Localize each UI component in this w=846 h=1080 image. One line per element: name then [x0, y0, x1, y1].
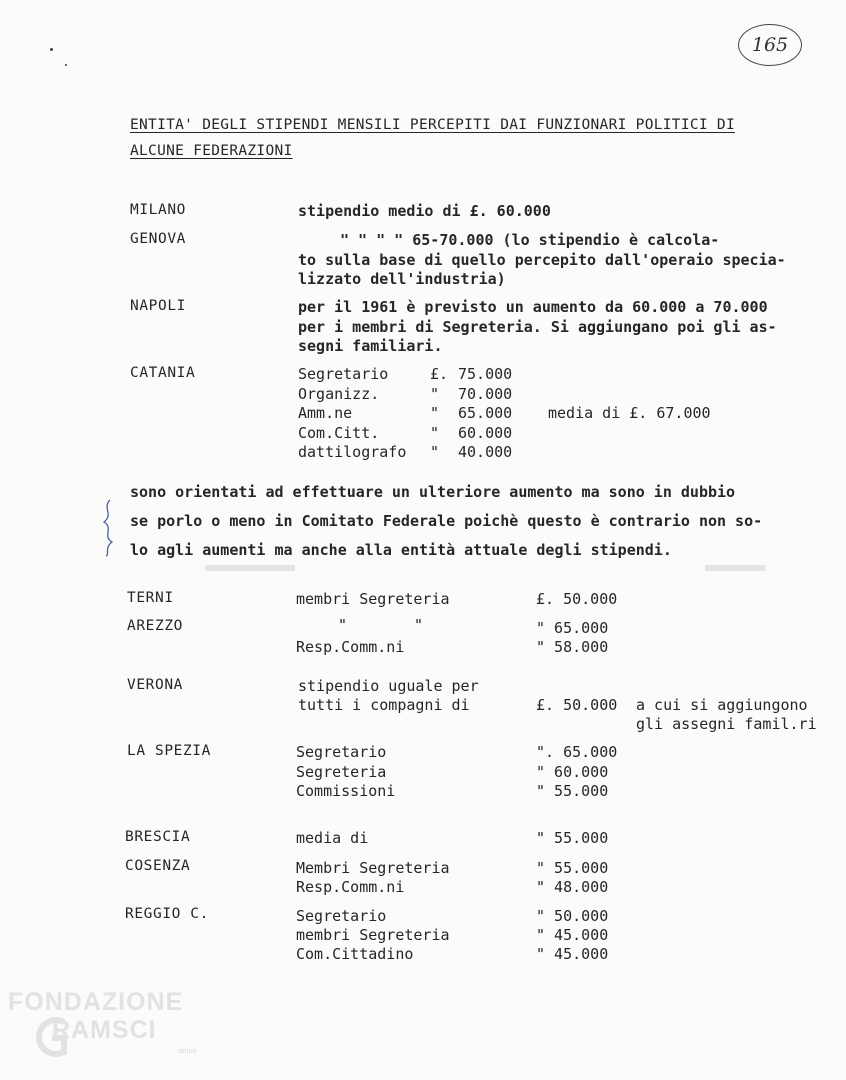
catania-amount: 65.000 [458, 404, 513, 422]
smudge [705, 565, 765, 571]
fondazione-gramsci-watermark [4, 988, 214, 1078]
cosenza-amount: " 48.000 [536, 878, 609, 896]
laspezia-amount: ". 65.000 [536, 743, 618, 761]
cosenza-role: Resp.Comm.ni [296, 878, 405, 896]
arezzo-ditto: " [414, 616, 424, 634]
catania-amount: 70.000 [458, 385, 513, 403]
napoli-line3: segni familiari. [298, 337, 443, 355]
city-milano: MILANO [130, 202, 186, 218]
verona-line1: stipendio uguale per [298, 677, 479, 695]
verona-amount: £. 50.000 [536, 696, 618, 714]
watermark-line1: FONDAZIONE [8, 988, 184, 1016]
brescia-role: media di [296, 829, 369, 847]
arezzo-amount: " 58.000 [536, 638, 609, 656]
reggio-role: Com.Cittadino [296, 945, 414, 963]
catania-mark: £. [430, 365, 449, 383]
watermark-line2: RAMSCI [52, 1016, 157, 1044]
speck [50, 48, 53, 51]
speck [65, 64, 67, 66]
verona-note1: a cui si aggiungono [636, 696, 808, 714]
city-napoli: NAPOLI [130, 298, 186, 314]
catania-mark: " [430, 385, 440, 403]
page-number-text: 165 [751, 34, 789, 56]
catania-mark: " [430, 424, 440, 442]
city-arezzo: AREZZO [127, 618, 183, 634]
catania-mark: " [430, 404, 440, 422]
reggio-role: Segretario [296, 907, 387, 925]
genova-line1: " " " " 65-70.000 (lo stipendio è calcola- [340, 231, 720, 249]
catania-amount: 60.000 [458, 424, 513, 442]
genova-line3: lizzato dell'industria) [298, 270, 506, 288]
document-title-line1: ENTITA' DEGLI STIPENDI MENSILI PERCEPITI DAI FUNZIONARI POLITICI DI [130, 117, 735, 133]
city-verona: VERONA [127, 677, 183, 693]
arezzo-role: Resp.Comm.ni [296, 638, 405, 656]
terni-amount: £. 50.000 [536, 590, 618, 608]
terni-role: membri Segreteria [296, 590, 450, 608]
catania-amount: 75.000 [458, 365, 513, 383]
laspezia-role: Segreteria [296, 763, 387, 781]
handwritten-margin-mark-icon [98, 498, 118, 558]
napoli-line2: per i membri di Segreteria. Si aggiungano poi gli as- [298, 318, 777, 336]
reggio-role: membri Segreteria [296, 926, 450, 944]
catania-role: Organizz. [298, 385, 380, 403]
catania-average: media di £. 67.000 [548, 404, 711, 422]
catania-role: dattilografo [298, 443, 407, 461]
milano-text: stipendio medio di £. 60.000 [298, 202, 551, 220]
paragraph-line3: lo agli aumenti ma anche alla entità attuale degli stipendi. [130, 541, 672, 559]
genova-line2: to sulla base di quello percepito dall'operaio specia- [298, 251, 786, 269]
city-la-spezia: LA SPEZIA [127, 743, 211, 759]
smudge [205, 565, 295, 571]
city-cosenza: COSENZA [125, 858, 191, 874]
laspezia-amount: " 60.000 [536, 763, 609, 781]
catania-role: Com.Citt. [298, 424, 380, 442]
verona-note2: gli assegni famil.ri [636, 715, 817, 733]
cosenza-role: Membri Segreteria [296, 859, 450, 877]
city-catania: CATANIA [130, 365, 196, 381]
verona-line2: tutti i compagni di [298, 696, 470, 714]
city-terni: TERNI [127, 590, 174, 606]
reggio-amount: " 50.000 [536, 907, 609, 925]
catania-role: Amm.ne [298, 404, 353, 422]
laspezia-amount: " 55.000 [536, 782, 609, 800]
paragraph-line2: se porlo o meno in Comitato Federale poichè questo è contrario non so- [130, 512, 763, 530]
arezzo-amount: " 65.000 [536, 619, 609, 637]
reggio-amount: " 45.000 [536, 945, 609, 963]
laspezia-role: Commissioni [296, 782, 396, 800]
paragraph-line1: sono orientati ad effettuare un ulteriore aumento ma sono in dubbio [130, 483, 736, 501]
city-reggio: REGGIO C. [125, 906, 209, 922]
arezzo-ditto: " [338, 616, 348, 634]
page-number-handwritten [738, 24, 802, 66]
catania-mark: " [430, 443, 440, 461]
cosenza-amount: " 55.000 [536, 859, 609, 877]
brescia-amount: " 55.000 [536, 829, 609, 847]
napoli-line1: per il 1961 è previsto un aumento da 60.000 a 70.000 [298, 298, 768, 316]
catania-role: Segretario [298, 365, 389, 383]
laspezia-role: Segretario [296, 743, 387, 761]
document-title-line2: ALCUNE FEDERAZIONI [130, 143, 293, 159]
catania-amount: 40.000 [458, 443, 513, 461]
city-brescia: BRESCIA [125, 829, 191, 845]
reggio-amount: " 45.000 [536, 926, 609, 944]
city-genova: GENOVA [130, 231, 186, 247]
watermark-line3: onlus [178, 1048, 197, 1055]
